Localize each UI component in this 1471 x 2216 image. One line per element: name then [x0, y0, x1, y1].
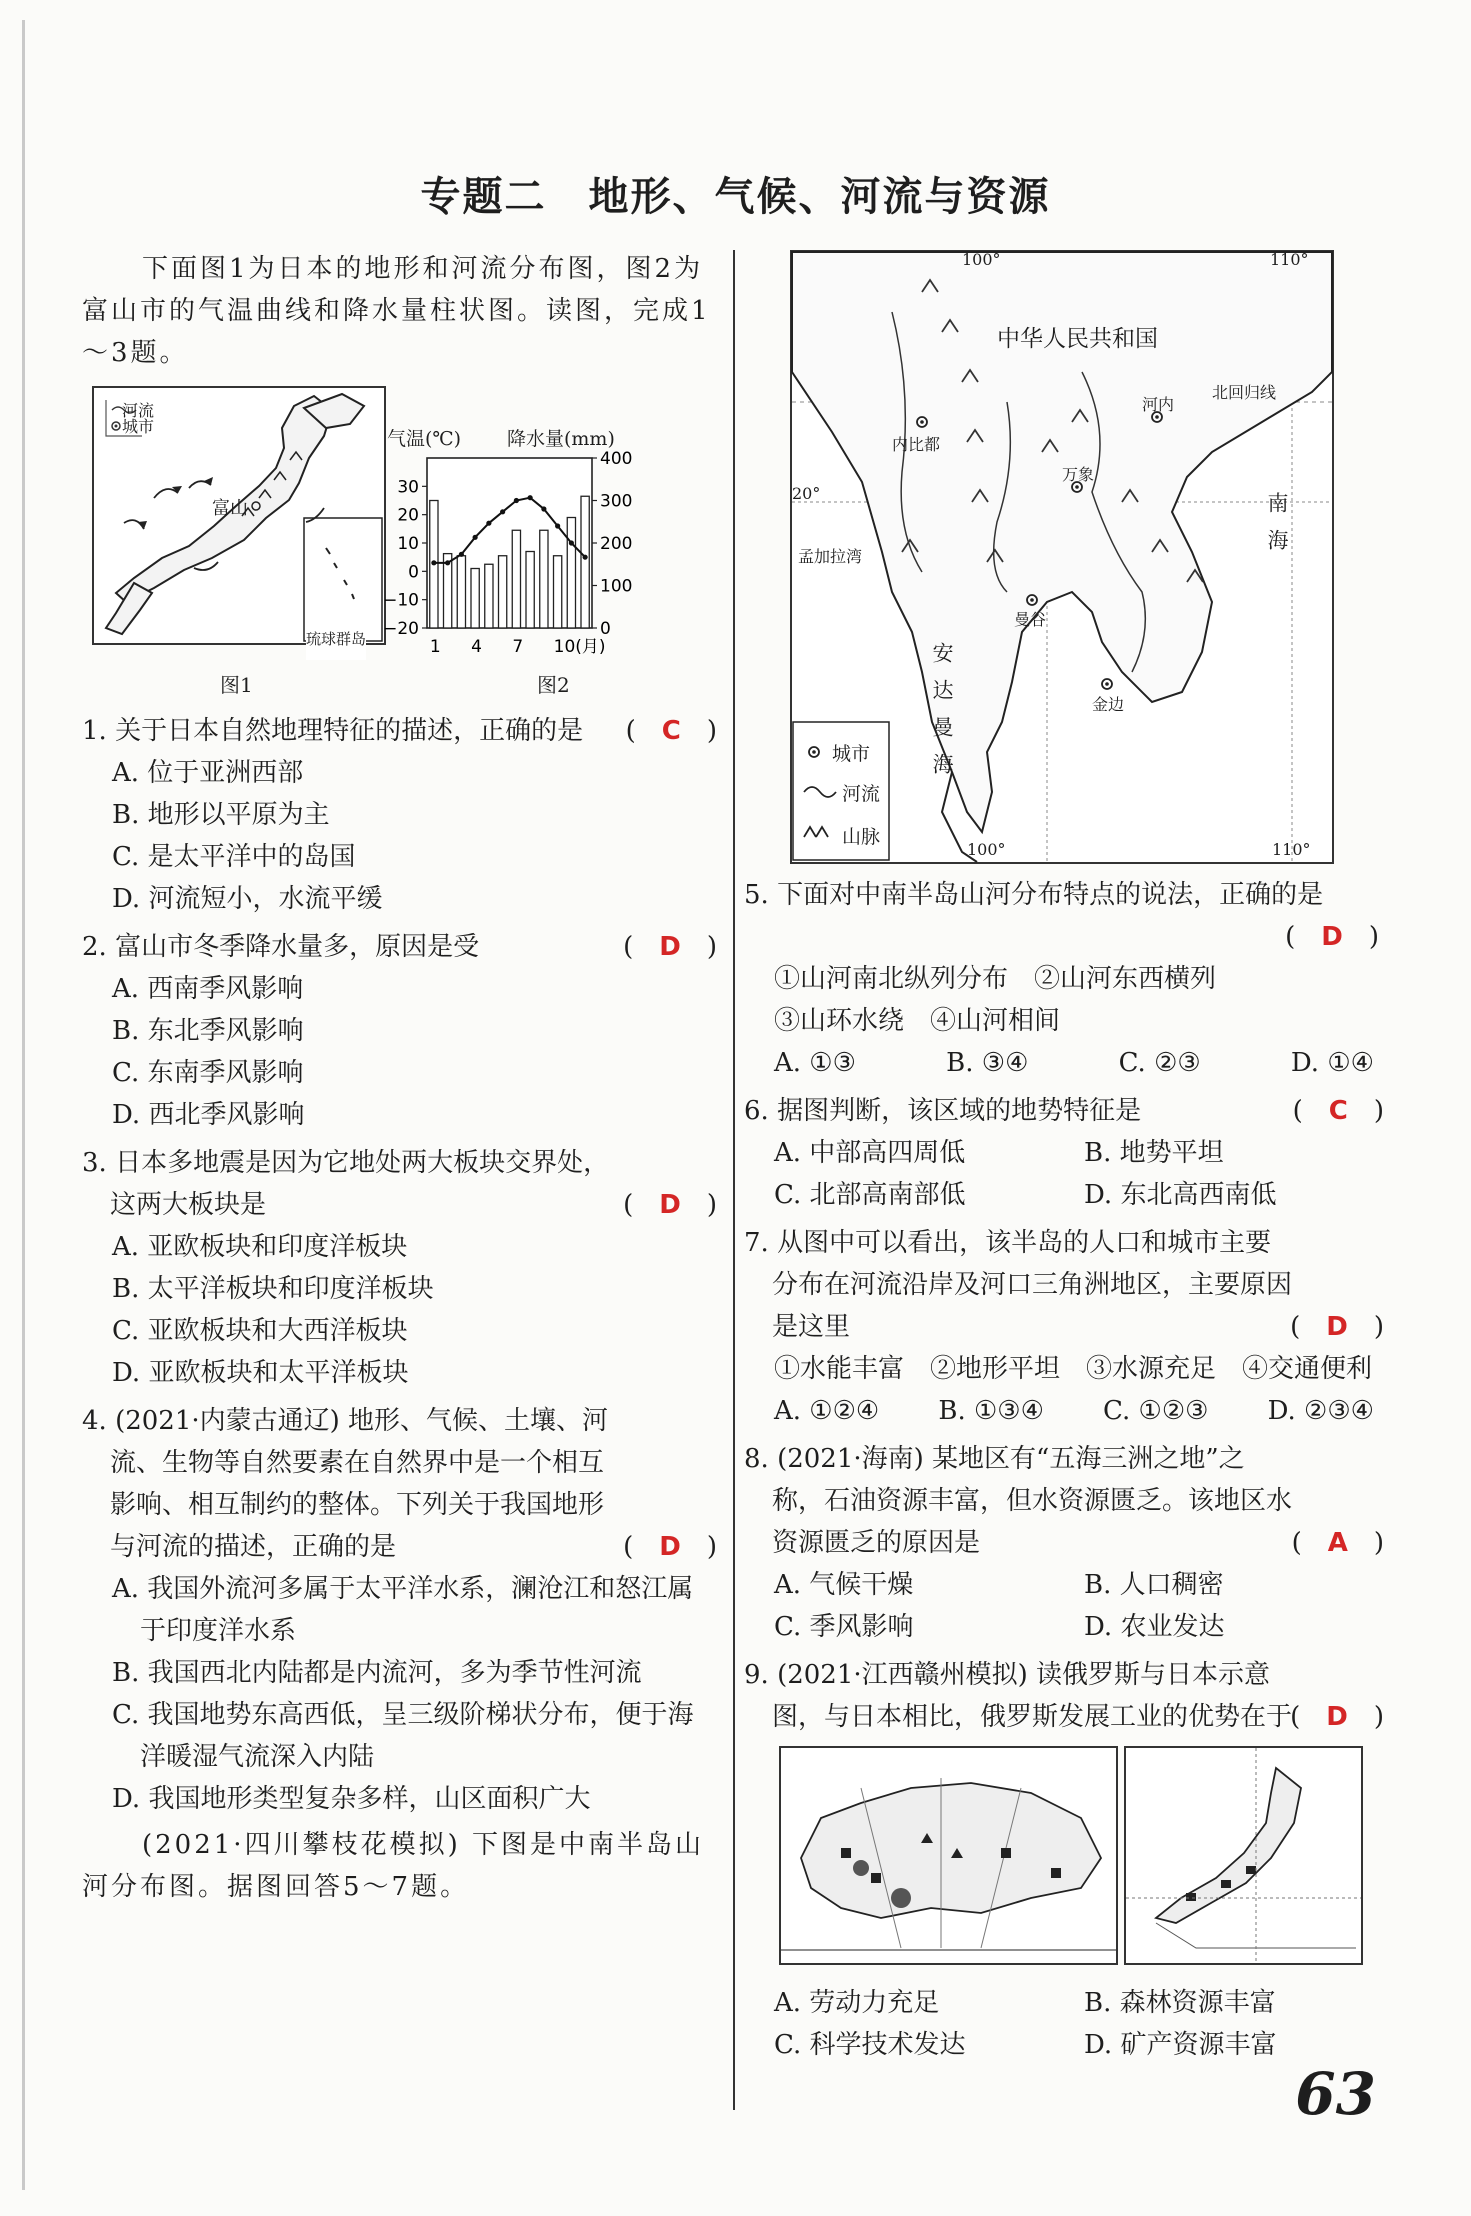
- question-7: [744, 1222, 1384, 1348]
- question-6-option-a: A. 中部高四周低: [774, 1138, 966, 1168]
- question-1-option-c: C. 是太平洋中的岛国: [112, 842, 356, 872]
- map-legend-river: 河流: [842, 783, 881, 805]
- russia-map-svg: [781, 1748, 1116, 1963]
- question-5-statements-2: ③山环水绕 ④山河相间: [774, 1006, 1061, 1036]
- question-5-stem: 5. 下面对中南半岛山河分布特点的说法，正确的是: [744, 880, 1324, 910]
- temp-tick-label: 0: [408, 562, 419, 583]
- question-6: [744, 1090, 1384, 1132]
- question-2-option-d: D. 西北季风影响: [112, 1100, 305, 1130]
- question-5-option-b: B. ③④: [946, 1048, 1029, 1078]
- question-5-statements-1: ①山河南北纵列分布 ②山河东西横列: [774, 964, 1217, 994]
- japan-small-map: [1124, 1746, 1363, 1965]
- question-9-option-d: D. 矿产资源丰富: [1084, 2030, 1277, 2060]
- andaman-label: 安达曼海: [930, 642, 954, 790]
- map-legend-city: 城市: [832, 743, 871, 765]
- question-9-stem: 9. (2021·江西赣州模拟) 读俄罗斯与日本示意图，与日本相比，俄罗斯发展工业的优势在于: [744, 1660, 1293, 1732]
- question-2: [82, 926, 717, 968]
- russia-map: [779, 1746, 1118, 1965]
- tropic-label: 北回归线: [1212, 383, 1277, 402]
- question-5-options: [744, 1042, 1384, 1084]
- question-1-option-a: A. 位于亚洲西部: [112, 758, 304, 788]
- bengal-label: 孟加拉湾: [798, 547, 863, 566]
- figures-row: [82, 374, 717, 704]
- question-7-option-b: B. ①③④: [938, 1396, 1044, 1426]
- bangkok-label: 曼谷: [1014, 610, 1047, 629]
- question-1: [82, 710, 717, 752]
- page-number: 63: [1295, 2060, 1376, 2128]
- temp-tick-label: 20: [397, 505, 419, 526]
- question-5: [744, 874, 1384, 916]
- question-9-answer: D: [1326, 1702, 1348, 1732]
- question-2-answer-box: ( D ): [623, 932, 717, 962]
- precip-bar: [512, 530, 520, 628]
- question-7-stem: 7. 从图中可以看出，该半岛的人口和城市主要分布在河流沿岸及河口三角洲地区，主要原因是这里: [744, 1228, 1293, 1342]
- temp-tick-label: 10: [397, 534, 419, 554]
- temp-tick-label: −20: [383, 619, 419, 639]
- question-9-option-b: B. 森林资源丰富: [1084, 1988, 1276, 2018]
- figure2-caption: 图2: [537, 673, 570, 697]
- temp-point: [528, 495, 533, 500]
- question-9-option-a: A. 劳动力充足: [774, 1988, 940, 2018]
- temp-point: [459, 552, 464, 557]
- temp-point: [445, 560, 450, 565]
- question-1-answer-box: ( C ): [625, 716, 717, 746]
- ryukyu-label: 琉球群岛: [306, 618, 366, 660]
- question-1-answer: C: [661, 716, 681, 746]
- month-tick-label: 7: [512, 637, 524, 657]
- climate-chart-svg: [383, 436, 717, 666]
- question-4-option-c: C. 我国地势东高西低，呈三级阶梯状分布，便于海洋暖湿气流深入内陆: [112, 1700, 694, 1772]
- indochina-map: [790, 250, 1334, 864]
- question-3-option-b: B. 太平洋板块和印度洋板块: [112, 1274, 434, 1304]
- question-2-option-b: B. 东北季风影响: [112, 1016, 304, 1046]
- question-7-answer-box: ( D ): [1290, 1312, 1384, 1342]
- question-9-option-c: C. 科学技术发达: [774, 2030, 966, 2060]
- question-8-options-row-1: [744, 1564, 1384, 1606]
- vientiane-label: 万象: [1062, 465, 1095, 484]
- figure2-climate-chart: [383, 426, 717, 666]
- question-4: [82, 1400, 717, 1568]
- question-4-answer: D: [659, 1532, 681, 1562]
- right-column: [744, 868, 1384, 2066]
- question-4-option-a: A. 我国外流河多属于太平洋水系，澜沧江和怒江属于印度洋水系: [112, 1574, 694, 1646]
- legend-city-label: 城市: [122, 417, 155, 436]
- question-4-option-d: D. 我国地形类型复杂多样，山区面积广大: [112, 1784, 591, 1814]
- temp-point: [473, 535, 478, 540]
- question-5-option-c: C. ②③: [1118, 1048, 1201, 1078]
- phnompenh-label: 金边: [1092, 695, 1125, 714]
- question-8-options-row-2: [744, 1606, 1384, 1648]
- figure1-caption: 图1: [220, 673, 253, 697]
- precip-tick-label: 100: [600, 576, 633, 597]
- binding-edge: [22, 20, 25, 2190]
- temp-point: [555, 523, 560, 528]
- column-divider: [733, 250, 735, 2110]
- question-9-options-row-2: [744, 2024, 1384, 2066]
- question-5-option-d: D. ①④: [1290, 1048, 1374, 1078]
- china-label: 中华人民共和国: [997, 320, 1158, 353]
- question-5-answer: D: [1321, 922, 1343, 952]
- temp-point: [514, 498, 519, 503]
- question-6-option-b: B. 地势平坦: [1084, 1138, 1224, 1168]
- temp-tick-label: 30: [397, 477, 419, 498]
- question-7-option-c: C. ①②③: [1103, 1396, 1209, 1426]
- question-8-option-c: C. 季风影响: [774, 1612, 914, 1642]
- precip-bar: [457, 556, 465, 628]
- temp-point: [431, 560, 436, 565]
- question-4-answer-box: ( D ): [623, 1532, 717, 1562]
- temp-point: [583, 555, 588, 560]
- question-9-answer-box: ( D ): [1290, 1702, 1384, 1732]
- question-8-option-d: D. 农业发达: [1084, 1612, 1225, 1642]
- question-6-answer: C: [1328, 1096, 1348, 1126]
- temp-axis-label: 气温(℃): [387, 428, 462, 450]
- question-6-stem: 6. 据图判断，该区域的地势特征是: [744, 1096, 1142, 1126]
- question-3-stem: 3. 日本多地震是因为它地处两大板块交界处，这两大板块是: [82, 1148, 610, 1220]
- lon-110-bottom: 110°: [1272, 840, 1311, 859]
- month-tick-label: 10(月): [553, 637, 606, 657]
- question-8-option-a: A. 气候干燥: [774, 1570, 914, 1600]
- q9-maps-row: [744, 1746, 1384, 1976]
- question-3: [82, 1142, 717, 1226]
- precip-bar: [567, 518, 575, 629]
- map-legend-mountain: 山脉: [842, 826, 881, 848]
- question-1-stem: 1. 关于日本自然地理特征的描述，正确的是: [82, 716, 584, 746]
- japan-small-map-svg: [1126, 1748, 1361, 1963]
- month-tick-label: 1: [429, 637, 441, 657]
- question-4-stem: 4. (2021·内蒙古通辽) 地形、气候、土壤、河流、生物等自然要素在自然界中是一个相互影响、相互制约的整体。下列关于我国地形与河流的描述，正确的是: [82, 1406, 609, 1562]
- intro-text: 下面图1为日本的地形和河流分布图，图2为富山市的气温曲线和降水量柱状图。读图，完成1～3题。: [82, 254, 711, 368]
- page-title: 专题二 地形、气候、河流与资源: [420, 173, 1051, 220]
- temp-point: [486, 521, 491, 526]
- precip-tick-label: 400: [600, 449, 633, 469]
- temp-point: [500, 509, 505, 514]
- question-5-option-a: A. ①③: [774, 1048, 856, 1078]
- question-8-answer: A: [1327, 1528, 1348, 1558]
- question-2-option-a: A. 西南季风影响: [112, 974, 304, 1004]
- left-column: [82, 248, 717, 1908]
- month-tick-label: 4: [471, 637, 482, 657]
- temp-point: [569, 540, 574, 545]
- question-3-option-c: C. 亚欧板块和大西洋板块: [112, 1316, 408, 1346]
- precip-bar: [499, 556, 507, 628]
- precip-bar: [526, 552, 534, 629]
- question-8-option-b: B. 人口稠密: [1084, 1570, 1224, 1600]
- precip-bar: [471, 569, 479, 629]
- precip-axis-label: 降水量(mm): [507, 428, 615, 450]
- naypyidaw-label: 内比都: [892, 435, 941, 454]
- question-3-option-d: D. 亚欧板块和太平洋板块: [112, 1358, 409, 1388]
- question-6-options-row-2: [744, 1174, 1384, 1216]
- question-3-option-a: A. 亚欧板块和印度洋板块: [112, 1232, 408, 1262]
- lon-100-top: 100°: [962, 250, 1001, 269]
- question-1-option-d: D. 河流短小，水流平缓: [112, 884, 383, 914]
- southsea-label: 南海: [1265, 492, 1289, 566]
- question-9: [744, 1654, 1384, 1738]
- question-9-options-row-1: [744, 1982, 1384, 2024]
- question-2-answer: D: [659, 932, 681, 962]
- question-3-answer: D: [659, 1190, 681, 1220]
- question-8-answer-box: ( A ): [1291, 1528, 1384, 1558]
- figure1-japan-map: [92, 386, 386, 648]
- question-2-stem: 2. 富山市冬季降水量多，原因是受: [82, 932, 480, 962]
- precip-tick-label: 0: [600, 619, 611, 639]
- temp-point: [541, 506, 546, 511]
- question-5-answer-box: ( D ): [1285, 922, 1379, 952]
- precip-tick-label: 300: [600, 491, 633, 512]
- question-6-option-d: D. 东北高西南低: [1084, 1180, 1277, 1210]
- lon-100-bottom: 100°: [967, 840, 1006, 859]
- question-7-answer: D: [1326, 1312, 1348, 1342]
- question-4-option-b: B. 我国西北内陆都是内流河，多为季节性河流: [112, 1658, 642, 1688]
- legend-river-label: 河流: [122, 401, 155, 420]
- precip-bar: [540, 530, 548, 628]
- question-6-option-c: C. 北部高南部低: [774, 1180, 966, 1210]
- hanoi-label: 河内: [1142, 395, 1175, 414]
- question-2-option-c: C. 东南季风影响: [112, 1058, 304, 1088]
- question-8-stem: 8. (2021·海南) 某地区有“五海三洲之地”之称，石油资源丰富，但水资源匮乏。该地区水资源匮乏的原因是: [744, 1444, 1293, 1558]
- precip-bar: [554, 556, 562, 628]
- question-6-options-row-1: [744, 1132, 1384, 1174]
- question-7-option-a: A. ①②④: [774, 1396, 880, 1426]
- precip-tick-label: 200: [600, 534, 633, 554]
- question-7-options: [744, 1390, 1384, 1432]
- question-1-option-b: B. 地形以平原为主: [112, 800, 330, 830]
- question-3-answer-box: ( D ): [623, 1190, 717, 1220]
- precip-bar: [485, 564, 493, 628]
- lon-110-top: 110°: [1270, 250, 1309, 269]
- toyama-label: 富山: [212, 498, 248, 519]
- precip-bar: [581, 496, 589, 628]
- question-6-answer-box: ( C ): [1292, 1096, 1384, 1126]
- japan-small-shape: [1156, 1768, 1301, 1923]
- question-8: [744, 1438, 1384, 1564]
- question-7-statements: ①水能丰富 ②地形平坦 ③水源充足 ④交通便利: [774, 1354, 1373, 1384]
- question-7-option-d: D. ②③④: [1267, 1396, 1374, 1426]
- q5-7-intro: (2021·四川攀枝花模拟) 下图是中南半岛山河分布图。据图回答5～7题。: [82, 1830, 704, 1902]
- lat-20-label: 20°: [792, 484, 821, 503]
- temp-tick-label: −10: [383, 590, 419, 611]
- kyushu-shape: [106, 583, 152, 634]
